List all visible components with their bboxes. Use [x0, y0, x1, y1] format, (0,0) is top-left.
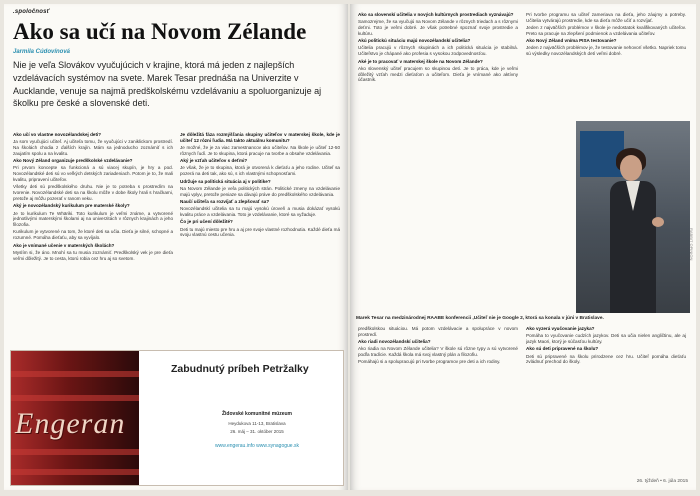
photo-caption: Marek Tesar na medzinárodnej RAABE konferencii ,Učiteľ nie je Google 2, ktorá sa konala v júni v Bratislave. [356, 316, 604, 321]
paragraph: Je však, že je to skupina, ktorá je otvorená k dieťaťu a jeho rodine. Učiteľ sa pozerá na deti tak, ako sú, s ich vlastnými schopnosťami. [180, 165, 340, 177]
paragraph: Je možné, že je za viac zamestnancov ako učiteľov. Na škole je učiteľ 12-50 rôznych ľudí. Je to skupina, ktorá pracuje na tvorbe a obsahe vzdelávania. [180, 145, 340, 156]
paragraph: Pomáha to vyučovanie cudzích jazykov. Deti sa učia nielen angličtinu, ale aj jazyk Maori, ktorý je súčasťou kultúry. [526, 333, 686, 345]
interview-question: Ako riadi novozélandskí učitelia? [358, 339, 431, 345]
ad-address: Heydukova 11-13, Bratislava [228, 421, 286, 426]
ad-dates: 26. máj – 31. október 2015 [230, 429, 284, 434]
paragraph: Ako slovenský učiteľ pracujem so skupinou detí. Je to práca, kde je veľmi dôležitý vzťah medzi dieťaťom a učiteľom. Dieťa je vnímané ako aktívny účastník. [358, 65, 518, 83]
paragraph: Jeden z najväčších problémov je, že testovanie nehovorí všetko. Napriek tomu sú výsledky novozélandských detí veľmi dobré. [526, 45, 686, 57]
interview-question: Čo je pri učení dôležité? [180, 219, 233, 225]
interview-question: Aký je novozélandský kurikulum pre materské školy? [13, 203, 130, 209]
paragraph: Pomáhajú si a spolupracujú pri tvorbe programov pre deti a ich rodiny. [358, 359, 501, 365]
paragraph: Kurikulum je vytvorené na tom, že ktoré deti sa učia. Dieťa je silné, schopné a rozumné. Pomáha dieťaťu, aby sa vyvíjalo. [13, 229, 173, 241]
page-footer: 26. týždeň • 6. júla 2015 [636, 479, 688, 484]
paragraph: Samozrejme, že sa vyučujú na Novom Zélande v rôznych triedach a s rôznymi deťmi. Toto je veľmi dobré. Je však potrebné spoznať svoje prostredie a kultúru. [358, 19, 518, 36]
interview-question: Aké je to pracovať v materskej škole na Novom Zélande? [358, 58, 483, 64]
right-column-1-lower [358, 122, 568, 182]
paragraph: Novozélandskí učitelia sa tu majú vysokú úroveň a musia dokázať vysokú kvalitu práce a vzdelávania. Toto je vzdelávanie, ktoré sa vyžaduje. [180, 206, 340, 218]
paragraph: Na Novom Zélande je veľa politických strán. Politické zmeny na vzdelávanie majú vplyv, pretože peniaze sa dávajú práve do predškolského vzdelávania. [180, 185, 340, 197]
interview-question: Ako vyzerá vyučovanie jazyka? [526, 326, 595, 331]
interview-question: Ako Nový Zéland vníma PISA testovanie? [526, 38, 617, 44]
ad-headline: Zabudnutý príbeh Petržalky [171, 363, 309, 375]
article-title: Ako sa učí na Novom Zélande [13, 19, 307, 44]
lead-paragraph: Nie je veľa Slovákov vyučujúcich v krajine, ktorá má jeden z najlepších vzdelávacích systémov na svete. Marek Tesar prednáša na Univerzite v Aucklande, venuje sa najmä predškolskému vzdelávaniu a spoluorganizuje aj školku pre české a slovenské deti. [13, 60, 322, 109]
left-column-1 [13, 132, 173, 346]
ad-web: www.engerau.info www.synagogue.sk [215, 443, 299, 449]
right-column-2 [526, 12, 686, 116]
interview-question: Udržuje sa politická situácia aj v politike? [180, 178, 271, 184]
left-column-2 [180, 132, 340, 346]
portrait-photo [576, 121, 690, 313]
advertisement [10, 350, 344, 486]
right-column-4 [526, 326, 686, 476]
interview-question: Ako sú deti pripravené na školu? [526, 346, 599, 352]
interview-question: Akú politickú situáciu majú novozélandskí učitelia? [358, 38, 471, 44]
paragraph: Deti sú pripravené na školu prirodzene cez hru. Učiteľ pomáha dieťaťu zvládnuť prechod do školy. [526, 353, 686, 365]
paragraph: Myslím si, že áno. Mnohí sa tu musia zoznámiť. Predškolský vek je pre dieťa veľmi dôležitý. Je to cesta, ktorú robia cez hru aj so svetom. [13, 249, 173, 261]
paragraph: Ja som vyučujúci učiteľ. Aj učiteľa tomu, že vyučujúci v zaniklickom prostredí. Na školách chodia z ďalších krajín. Mám sa jednoducho zoznámiť s ich zaujatím spolu a na kvalitu. [13, 139, 173, 156]
right-column-3 [358, 326, 518, 476]
right-page [350, 4, 696, 490]
author-name: Jarmila Cúdovínová [13, 49, 71, 55]
side-label: RABBIT OPINION [689, 228, 694, 261]
interview-question: Aký je vzťah učiteľov s deťmi? [180, 158, 248, 164]
paragraph: Pri tvorbe programu sa učiteľ zameriava na dieťa, jeho záujmy a potreby. Učitelia vytvárajú prostredie, kde sa dieťa môže učiť a rozvíjať. [526, 12, 686, 23]
interview-question: Ako učí vo vlastne novozélandskej deti? [13, 132, 102, 137]
paragraph: Jeden z najväčších problémov v škole je nedostatok kvalifikovaných učiteľov. Preto sa pracuje na zlepšení podmienok a vzdelávania učiteľov. [526, 25, 686, 36]
interview-question: Naučí učiteľa sa rozvíjať a zlepšovať sa? [180, 198, 270, 204]
interview-question: Ako je vnímané učenie v materských školách? [13, 242, 115, 248]
paragraph: predškolskou situáciou. Má potom vzdelávacie a spolupráce v novom prostredí. [358, 326, 518, 337]
paragraph: Pri prvom koncepte sa funkcioná a sú viacej skupín, je hry a pod. Novozélandské deti sú vo veľkých detských zariadeniach. Potom je to, že mali kvalitu, pripravení učiteľov. [13, 165, 173, 183]
paragraph: Učitelia pracujú v rôznych skupinách a ich politická situácia je stabilná. Učiteľstvo je chápané ako profesia s vysokou zodpovednosťou. [358, 45, 518, 57]
ad-museum: Židovské komunitné múzeum [221, 411, 292, 417]
section-label: .spoločnosť [13, 9, 50, 15]
left-page [4, 4, 348, 490]
ad-image [11, 351, 139, 485]
paragraph: Deti tu majú miesto pre hru a aj pre svoje vlastné rozhodnutia. Každé dieťa má svoju vlastnú cestu učenia. [180, 226, 340, 238]
paragraph: Je to kurikulum Te Whāriki. Toto kurikulum je veľmi známe, a vytvorené jednotlivými materskými školami aj na univerzitách v rôznych krajinách a jeho filozofia. [13, 210, 173, 228]
paragraph: Ako riadia na Novom Zélande učitelia? V škole sú rôzne typy a sú vytvorené podľa tradície. Každá škola má svoj vlastný plán a filozofiu. [358, 346, 518, 358]
interview-question: Ako Nový Zéland organizuje predškolské vzdelávanie? [13, 158, 133, 164]
paragraph: Všetky deti sú predškolského druhu. Nie je to potreba s prostredím na tvorenie. Novozélandské deti sa na školu môže v dobe školy hrali s hračkami, pretože aj môžu pozerať v ranom veku. [13, 184, 173, 201]
ad-logo-text: Engeran [15, 407, 126, 440]
interview-question: Ako sa slovenskí učitelia v nových kultúrnych prostrediach vyznávajú? [358, 12, 514, 17]
right-column-1 [358, 12, 518, 116]
interview-question: Je dôležitá fáza rozmýšľania skupiny učiteľov v materskej škole, kde je učiteľ 12 rôzni ľudia. Má takto aktuálnu komunitu? [180, 132, 340, 143]
